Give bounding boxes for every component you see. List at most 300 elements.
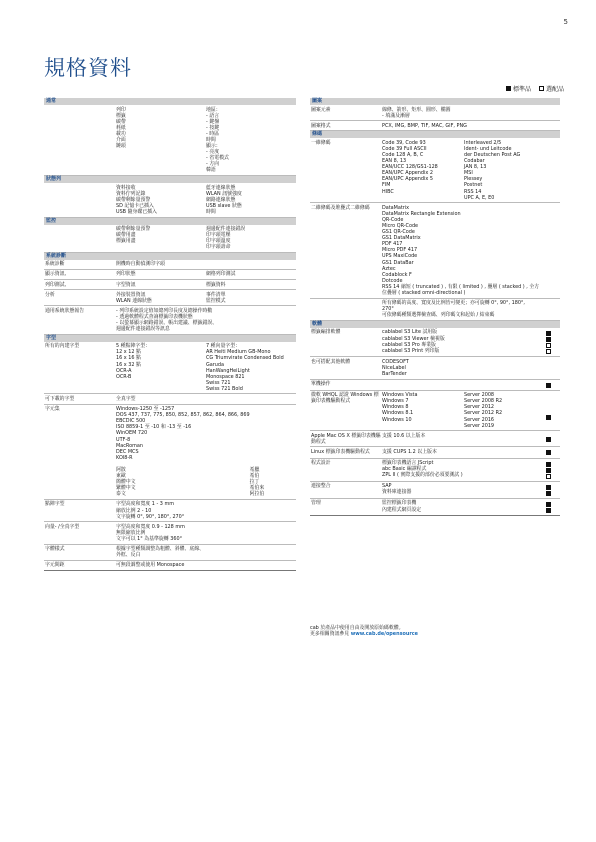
row-label: 字元集: [45, 406, 60, 413]
value-line: DEC MCS: [116, 448, 139, 455]
value-line: 週邊配件連接錯誤: [206, 226, 246, 232]
value-line: MSI: [464, 170, 473, 177]
section-header: 條碼: [310, 131, 560, 138]
value-column-1: [116, 524, 296, 542]
value-line: 文字旋轉 0°, 90°, 180°, 270°: [116, 513, 185, 520]
value-line: EAN/UPC Appendix 5: [382, 176, 433, 183]
row-content: [116, 261, 296, 267]
row-content: [116, 107, 296, 174]
value-line: 阿散: [116, 467, 126, 473]
value-line: 外框、反白: [116, 552, 141, 559]
value-column-1: [116, 343, 206, 392]
row-label: 可下載的字型: [45, 395, 75, 402]
row-label: 所有的內建字型: [45, 343, 80, 350]
row-content: [382, 392, 546, 429]
value-line: Codablock F: [382, 271, 412, 278]
value-line: Server 2012 R2: [464, 410, 503, 417]
page-number: 5: [563, 18, 568, 26]
value-line: Windows 7: [382, 398, 409, 405]
section-header: 軟體: [310, 321, 560, 328]
row-label: [44, 226, 116, 250]
value-column-1: [116, 261, 296, 267]
footnote: [310, 625, 418, 637]
value-column-1: [116, 292, 206, 304]
row-label: 連接整合: [311, 483, 331, 490]
spec-row: [310, 328, 560, 357]
value-line: ISO 8859-1 至 -10 和 -13 至 -16: [116, 424, 192, 431]
row-content: [382, 500, 546, 513]
value-line: DataMatrix: [382, 204, 410, 211]
spec-row: [310, 499, 560, 516]
value-line: - 列印系統設定值如總列印長度及總操作時數: [116, 307, 213, 314]
value-line: Plessey: [464, 176, 483, 183]
value-line: cablabel S3 Pro 專業版: [382, 341, 436, 348]
value-line: 270°: [382, 306, 394, 313]
value-line: 印字頭電壓: [206, 232, 231, 239]
value-column-1: [382, 483, 546, 496]
value-line: Server 2012: [464, 404, 495, 411]
value-line: WLAN 連線狀態: [116, 297, 152, 304]
value-column-1: [382, 381, 546, 388]
availability-marks: [546, 359, 560, 377]
value-line: Swiss 721 Bold: [206, 385, 243, 392]
row-content: [382, 449, 546, 456]
value-column-1: [382, 205, 546, 296]
row-content: [116, 406, 296, 497]
value-line: PCX, IMG, BMP, TIF, MAC, GIF, PNG: [382, 122, 467, 129]
page-title: 規格資料: [44, 56, 132, 80]
value-line: Aztec: [382, 265, 396, 272]
value-line: 可依條碼種類選擇檢查碼、列印碼文和起始 / 結束碼: [382, 312, 495, 319]
standard-mark-icon: [546, 462, 551, 467]
value-line: EAN 8, 13: [382, 158, 407, 165]
value-line: Server 2008 R2: [464, 398, 503, 405]
row-content: [382, 483, 546, 496]
row-label: 系統診斷: [45, 261, 65, 268]
standard-mark-icon: [546, 508, 551, 513]
value-column-1: [382, 392, 464, 429]
row-label: 通用系統狀態報告: [45, 307, 85, 314]
row-label: 分析: [45, 291, 55, 298]
availability-marks: [546, 300, 560, 318]
section-header: 監控: [44, 218, 296, 225]
value-line: cablabel S3 Lite 試用版: [382, 329, 438, 336]
value-line: Ident- und Leitcode: [464, 145, 512, 152]
value-line: USB slave 狀態: [206, 202, 242, 209]
spec-row: [44, 105, 296, 176]
row-content: [382, 107, 546, 119]
left-spec-column: [44, 98, 296, 571]
value-column-1: [382, 300, 546, 318]
value-line: 耗紙: [116, 124, 126, 131]
row-content: [116, 343, 296, 392]
value-line: - 透過軟體程式查詢標籤印表機狀態: [116, 313, 193, 320]
value-line: 資料佇列記錄: [116, 190, 146, 197]
value-line: PDF 417: [382, 241, 403, 248]
spec-row: [44, 405, 296, 500]
value-column-2: [206, 343, 296, 392]
row-content: [116, 546, 296, 558]
value-line: 時間: [206, 208, 216, 215]
value-line: FIM: [382, 182, 391, 189]
row-label: 微軟 WHQL 認證 Windows 標籤印表機驅動程式: [311, 392, 379, 405]
row-content: [116, 271, 296, 277]
standard-mark-icon: [546, 502, 551, 507]
value-line: 阿拉伯: [249, 491, 265, 498]
value-column-1: [116, 308, 296, 332]
value-line: Postnet: [464, 182, 483, 189]
value-column-2: [206, 282, 296, 288]
standard-mark-icon: [546, 437, 551, 442]
row-content: [116, 308, 296, 332]
row-label: 向量- /全真字型: [45, 523, 80, 530]
value-line: - 鍵盤: [206, 118, 220, 125]
section-header: 狀態列: [44, 176, 296, 183]
spec-row: [44, 270, 296, 280]
value-line: 資料庫連接器: [382, 489, 412, 496]
value-line: 列印: [116, 106, 126, 113]
optional-mark-icon: [546, 343, 551, 348]
value-line: CODESOFT: [382, 358, 409, 365]
value-line: Windows 8: [382, 404, 409, 411]
value-line: Micro PDF 417: [382, 247, 418, 254]
value-line: 資料接收: [116, 184, 136, 191]
row-content: [382, 123, 546, 129]
value-line: HIBC: [382, 188, 394, 195]
value-line: Micro QR-Code: [382, 223, 419, 229]
row-content: [116, 292, 296, 304]
value-column-1: [116, 226, 206, 250]
row-label: 單機操作: [311, 381, 331, 388]
value-line: Code 39 Full ASCII: [382, 145, 427, 152]
standard-mark-icon: [546, 331, 551, 336]
value-column-1: [116, 107, 206, 174]
spec-row: [310, 459, 560, 482]
value-line: 鏈頭: [116, 143, 126, 150]
value-line: 根據字型種類調整為粗體、斜體、底線、: [116, 546, 205, 553]
optional-square-icon: [539, 86, 544, 91]
availability-marks: [546, 449, 560, 456]
row-content: [382, 300, 546, 318]
value-line: GS1 QR-Code: [382, 229, 415, 236]
value-line: 碳帶用盡: [116, 232, 136, 239]
value-line: Garuda: [206, 361, 224, 368]
value-line: 監控模式: [206, 297, 226, 304]
row-label: 圖案格式: [311, 122, 331, 129]
value-line: DOS 437, 737, 775, 850, 852, 857, 862, 864, 866, 869: [116, 412, 250, 419]
value-line: 開機時自動偵測印字頭: [116, 261, 165, 268]
standard-mark-icon: [546, 491, 551, 496]
row-label: 字元間距: [45, 562, 65, 569]
section-header: 系統診斷: [44, 253, 296, 260]
value-line: Windows 10: [382, 416, 412, 423]
row-label: 圖案元素: [311, 106, 331, 113]
value-column-1: [116, 501, 296, 519]
value-line: BarTender: [382, 370, 407, 377]
value-column-2: [464, 140, 546, 201]
value-line: EAN/UPC Appendix 2: [382, 170, 433, 177]
value-line: 希臘: [249, 467, 260, 473]
value-line: 字型高度和寬度 1 - 3 mm: [116, 501, 174, 508]
value-line: Interleaved 2/5: [464, 139, 502, 146]
value-line: 標籤印表機語言 JScript: [382, 460, 434, 466]
value-line: 週邊配件連接錯誤等訊息: [116, 326, 170, 333]
availability-marks: [546, 123, 560, 129]
value-line: WLAN 訊號強度: [206, 190, 242, 197]
value-line: UPS MaxiCode: [382, 253, 418, 260]
value-column-1: [382, 460, 546, 479]
value-column-1: [382, 140, 464, 201]
row-content: [382, 433, 546, 445]
value-line: - 按鍵: [206, 124, 220, 131]
spec-row: [310, 121, 560, 131]
value-line: 全真字型: [116, 395, 136, 402]
value-line: 印字頭壽命: [206, 244, 231, 251]
value-line: HanWangHeiLight: [206, 367, 250, 374]
row-content: [116, 562, 296, 568]
value-line: der Deutschen Post AG: [464, 151, 521, 158]
value-line: 內建程式網頁設定: [382, 506, 422, 513]
row-content: [116, 396, 296, 402]
value-column-1: [382, 359, 546, 377]
row-label: 二維條碼及堆疊式二維條碼: [311, 204, 370, 211]
spec-row: [310, 447, 560, 458]
value-line: 事件清單: [206, 291, 226, 298]
value-line: 韓語: [206, 167, 216, 174]
value-line: CG Triumvirate Condensed Bold: [206, 355, 284, 362]
standard-mark-icon: [546, 415, 551, 420]
value-line: Windows Vista: [382, 392, 418, 399]
spec-row: [44, 260, 296, 270]
value-line: 希伯來: [249, 485, 265, 492]
value-column-2: [206, 107, 296, 174]
value-line: 碳帶剩餘量預警: [116, 226, 151, 232]
value-line: cablabel S3 Print 列印版: [382, 347, 440, 354]
value-line: - 亮度: [206, 149, 220, 156]
value-line: 時間: [206, 136, 216, 143]
value-line: SD 記憶卡已插入: [116, 202, 154, 209]
value-line: JAN 8, 13: [464, 164, 487, 171]
value-line: abc Basic 編譯程式: [382, 466, 427, 473]
standard-square-icon: [506, 86, 511, 91]
availability-marks: [546, 107, 560, 119]
value-column-1: [116, 282, 206, 288]
value-line: 碳帶剩餘量預警: [116, 196, 151, 203]
availability-marks: [546, 500, 560, 513]
value-line: 支援 10.6 以上版本: [382, 432, 426, 439]
value-line: 監控標籤印表機: [382, 500, 417, 507]
availability-marks: [546, 392, 560, 429]
row-label: 點陣字型: [45, 501, 65, 508]
value-line: EAN/UCC 128/GS1-128: [382, 164, 438, 171]
value-line: Code 39, Code 93: [382, 139, 426, 146]
value-line: 縮放比例 2 - 10: [116, 507, 152, 514]
spec-row: [310, 431, 560, 447]
value-line: ZPL II ( 實際支援的部份必須要測試 ): [382, 472, 463, 479]
value-line: - 方向: [206, 161, 220, 168]
value-line: Windows 8.1: [382, 410, 414, 417]
spec-row: [44, 306, 296, 334]
value-line: 16 x 32 點: [116, 361, 141, 368]
value-line: 藍牙連線狀態: [206, 184, 236, 191]
value-line: 簡體中文: [116, 479, 136, 486]
value-line: - 填滿及漸層: [382, 112, 410, 119]
spec-row: [44, 290, 296, 306]
availability-marks: [546, 433, 560, 445]
row-label: Apple Mac OS X 標籤印表機驅動程式: [311, 432, 381, 445]
value-line: 標籤: [116, 112, 126, 119]
row-label: 字體樣式: [45, 546, 65, 553]
value-line: 位疊層 ( stacked omni-directional ): [382, 290, 466, 297]
value-line: Monospace 821: [206, 373, 245, 380]
spec-row: [310, 203, 560, 298]
value-line: [382, 381, 546, 387]
value-line: EBCDIC 500: [116, 418, 146, 425]
row-label: [44, 185, 116, 215]
section-header: 通常: [44, 98, 296, 105]
value-line: cablabel S3 Viewer 檢視版: [382, 335, 445, 342]
value-line: 網格列印測試: [206, 271, 236, 278]
spec-row: [44, 342, 296, 395]
row-label: 管理: [311, 500, 321, 507]
value-line: WinOEM 720: [116, 430, 148, 437]
spec-row: [44, 561, 296, 571]
row-content: [382, 460, 546, 479]
right-spec-column: [310, 98, 560, 516]
value-line: 碳帶: [116, 118, 126, 125]
value-line: NiceLabel: [382, 364, 406, 371]
row-label: [44, 107, 116, 174]
row-content: [382, 381, 546, 388]
standard-mark-icon: [546, 383, 551, 388]
value-column-2: [206, 271, 296, 277]
value-column-1: [382, 449, 546, 456]
footnote-line1: cab 於產品中使用自由及開放原始碼軟體。: [310, 625, 404, 631]
optional-mark-icon: [546, 349, 551, 354]
value-line: Codabar: [464, 158, 485, 165]
row-label: [310, 300, 382, 318]
value-line: 支援 CUPS 1.2 以上版本: [382, 448, 437, 455]
row-label: 列印測試、: [45, 281, 70, 288]
value-line: Windows-1250 至 -1257: [116, 406, 175, 413]
value-column-2: [206, 185, 296, 215]
spec-row: [310, 105, 560, 121]
value-line: 所有條碼的高度、寬度及比例皆可變更；亦可旋轉 0°, 90°, 180°,: [382, 300, 525, 307]
value-line: 標籤用盡: [116, 238, 136, 245]
opensource-link[interactable]: www.cab.de/opensource: [350, 631, 418, 638]
row-content: [382, 329, 546, 354]
value-line: 外接裝置資訊: [116, 291, 146, 298]
value-line: UTF-8: [116, 436, 131, 443]
value-line: 東歐: [116, 473, 126, 480]
value-line: 5 種點陣字型：: [116, 343, 151, 350]
value-column-1: [382, 500, 546, 513]
row-content: [382, 205, 546, 296]
standard-mark-icon: [546, 468, 551, 473]
value-column-1: [116, 406, 250, 497]
spec-row: [44, 183, 296, 217]
availability-marks: [546, 329, 560, 354]
value-line: 地區：: [206, 106, 221, 113]
value-line: 12 x 12 點: [116, 349, 141, 356]
value-column-2: [464, 392, 546, 429]
row-label: 一維條碼: [311, 139, 331, 146]
value-line: 列印狀態: [116, 271, 136, 278]
value-line: 印字頭溫度: [206, 238, 231, 245]
standard-mark-icon: [546, 337, 551, 342]
row-label: Linux 標籤印表機驅動程式: [311, 448, 370, 455]
optional-mark-icon: [546, 474, 551, 479]
availability-marks: [546, 205, 560, 296]
value-line: AR Heiti Medium GB-Mono: [206, 349, 271, 356]
legend: [506, 84, 564, 93]
value-line: Server 2016: [464, 416, 495, 423]
value-line: Server 2008: [464, 392, 495, 399]
row-label: 也可搭配其他軟體: [311, 358, 351, 365]
spec-row: [310, 357, 560, 379]
value-line: 標籤資料: [206, 281, 226, 288]
value-line: UPC A, E, E0: [464, 194, 495, 201]
value-line: 無限縮放比例: [116, 529, 146, 536]
value-column-1: [382, 329, 546, 354]
value-line: 可無段調整或使用 Monospace: [116, 562, 185, 569]
row-label: 標籤編排軟體: [311, 329, 341, 336]
value-column-2: [206, 226, 296, 250]
value-line: MacRoman: [116, 442, 143, 449]
row-content: [116, 185, 296, 215]
value-line: 介面: [116, 136, 126, 143]
value-line: Dotcode: [382, 277, 403, 284]
value-line: OCR-B: [116, 373, 132, 380]
value-line: SAP: [382, 483, 392, 490]
spec-row: [310, 138, 560, 203]
value-line: 字型高度和寬度 0.9 - 128 mm: [116, 523, 185, 530]
row-content: [116, 226, 296, 250]
standard-mark-icon: [546, 450, 551, 455]
row-label: 顯示資訊、: [45, 271, 70, 278]
value-column-1: [382, 123, 546, 129]
section-header: 字型: [44, 335, 296, 342]
value-line: 網路連線狀態: [206, 196, 236, 203]
spec-row: [310, 299, 560, 321]
value-column-2: [206, 292, 296, 304]
availability-marks: [546, 381, 560, 388]
value-line: 16 x 16 點: [116, 355, 141, 362]
value-line: 繁體中文: [116, 485, 136, 492]
value-column-1: [382, 433, 546, 445]
value-line: - 以螢幕顯示網路錯誤、帳出建議、標籤錯誤、: [116, 320, 218, 327]
availability-marks: [546, 460, 560, 479]
spec-row: [310, 380, 560, 391]
spec-row: [310, 482, 560, 499]
value-line: 7 種向量字型：: [206, 343, 241, 350]
spec-row: [44, 522, 296, 544]
footnote-prefix: 更多相關資訊參見: [310, 631, 351, 638]
spec-row: [44, 545, 296, 561]
legend-optional: 選配品: [545, 86, 564, 93]
value-line: RSS 14 縮短 ( truncated ) , 有限 ( limited ) , 疊層 ( stacked ) , 全方: [382, 283, 540, 290]
row-content: [382, 140, 546, 201]
value-line: - 省電模式: [206, 155, 229, 162]
value-column-1: [382, 107, 546, 119]
value-line: Swiss 721: [206, 379, 231, 386]
value-line: 載功: [116, 130, 126, 137]
value-line: GS1 DataMatrix: [382, 235, 421, 242]
value-line: OCR-A: [116, 367, 132, 374]
value-line: Code 128 A, B, C: [382, 151, 424, 158]
value-line: RSS 14: [464, 188, 482, 195]
spec-row: [44, 500, 296, 522]
